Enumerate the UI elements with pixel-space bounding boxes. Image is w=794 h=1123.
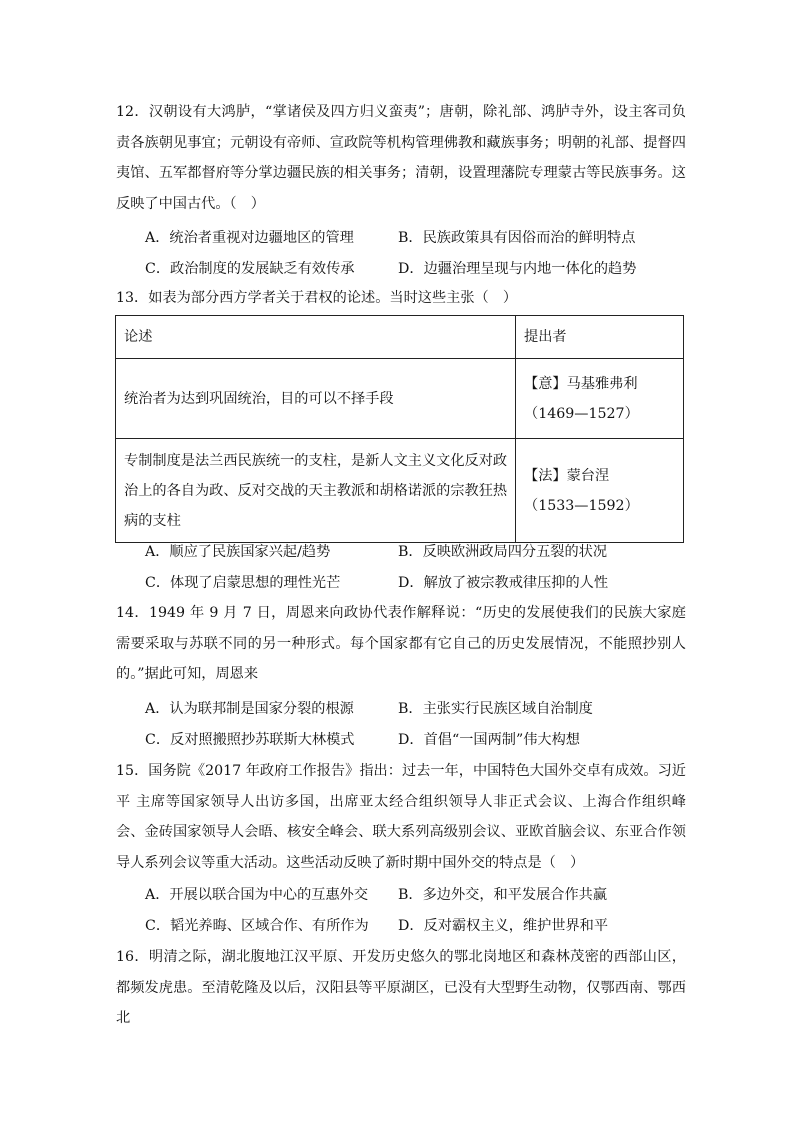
q13-option-b[interactable]: B．反映欧洲政局四分五裂的状况 <box>398 544 608 560</box>
table-cell-author <box>516 439 684 543</box>
q12-option-c[interactable]: C．政治制度的发展缺乏有效传承 <box>145 260 355 277</box>
question-13-options <box>145 537 685 598</box>
q14-option-d[interactable]: D．首倡“一国两制”伟大构想 <box>398 731 580 748</box>
author-name: 【法】蒙台涅 <box>524 467 610 484</box>
q14-option-b[interactable]: B．主张实行民族区域自治制度 <box>398 701 593 717</box>
question-14-options <box>145 694 685 755</box>
table-row <box>116 439 684 543</box>
q13-table <box>115 315 684 543</box>
q15-option-b[interactable]: B．多边外交，和平发展合作共赢 <box>398 887 608 903</box>
q12-option-a[interactable]: A．统治者重视对边疆地区的管理 <box>145 230 354 246</box>
author-years: （1533—1592） <box>524 497 639 514</box>
question-14-stem: 14．1949 年 9 月 7 日，周恩来向政协代表作解释说：“历史的发展使我们的民族大家庭需要采取与苏联不同的另一种形式。每个国家都有它自己的历史发展情况，不能照抄别人的。”据此可知，周恩来 <box>116 605 686 682</box>
q13-option-c[interactable]: C．体现了启蒙思想的理性光芒 <box>145 574 341 591</box>
q14-option-c[interactable]: C．反对照搬照抄苏联斯大林模式 <box>145 731 355 748</box>
q13-option-d[interactable]: D．解放了被宗教戒律压抑的人性 <box>398 574 609 591</box>
question-16-stem: 16．明清之际，湖北腹地江汉平原、开发历史悠久的鄂北岗地区和森林茂密的西部山区，都频发虎患。至清乾隆及以后，汉阳县等平原湖区，已没有大型野生动物，仅鄂西南、鄂西北 <box>116 949 686 1026</box>
question-12-options <box>145 223 685 284</box>
table-header-statement: 论述 <box>116 316 516 359</box>
table-cell-author <box>516 359 684 439</box>
question-15-stem: 15．国务院《2017 年政府工作报告》指出：过去一年，中国特色大国外交卓有成效。习近平 主席等国家领导人出访多国，出席亚太经合组织领导人非正式会议、上海合作组织峰会、金砖国家领导人会晤、核安全峰会、联大系列高级别会议、亚欧首脑会议、东亚合作领 导人系列会议等重大活动。这些活动反映了新时期中国外交的特点是（ ） <box>116 763 686 871</box>
q14-option-a[interactable]: A．认为联邦制是国家分裂的根源 <box>145 701 354 717</box>
table-header-author: 提出者 <box>516 316 684 359</box>
table-row <box>116 359 684 439</box>
author-years: （1469—1527） <box>524 405 639 422</box>
question-12-stem: 12．汉朝设有大鸿胪，“掌诸侯及四方归义蛮夷”；唐朝，除礼部、鸿胪寺外，设主客司负责各族朝见事宜；元朝设有帝师、宣政院等机构管理佛教和藏族事务；明朝的礼部、提督四夷馆、五军都督府等分掌边疆民族的相关事务；清朝，设置理藩院专理蒙古等民族事务。这反映了中国古代。（ ） <box>116 104 686 212</box>
q12-option-d[interactable]: D．边疆治理呈现与内地一体化的趋势 <box>398 260 637 277</box>
q12-option-b[interactable]: B．民族政策具有因俗而治的鲜明特点 <box>398 230 636 246</box>
table-cell-statement: 专制制度是法兰西民族统一的支柱，是新人文主义文化反对政治上的各自为政、反对交战的天主教派和胡格诺派的宗教狂热病的支柱 <box>116 439 516 543</box>
table-cell-statement: 统治者为达到巩固统治，目的可以不择手段 <box>116 359 516 439</box>
q15-option-c[interactable]: C．韬光养晦、区域合作、有所作为 <box>145 917 369 934</box>
q15-option-d[interactable]: D．反对霸权主义，维护世界和平 <box>398 917 609 934</box>
question-13-stem: 13．如表为部分西方学者关于君权的论述。当时这些主张（ ） <box>116 290 518 306</box>
question-15-options <box>145 880 685 941</box>
author-name: 【意】马基雅弗利 <box>524 375 638 392</box>
q13-option-a[interactable]: A．顺应了民族国家兴起/趋势 <box>145 544 331 560</box>
q15-option-a[interactable]: A．开展以联合国为中心的互惠外交 <box>145 887 369 903</box>
